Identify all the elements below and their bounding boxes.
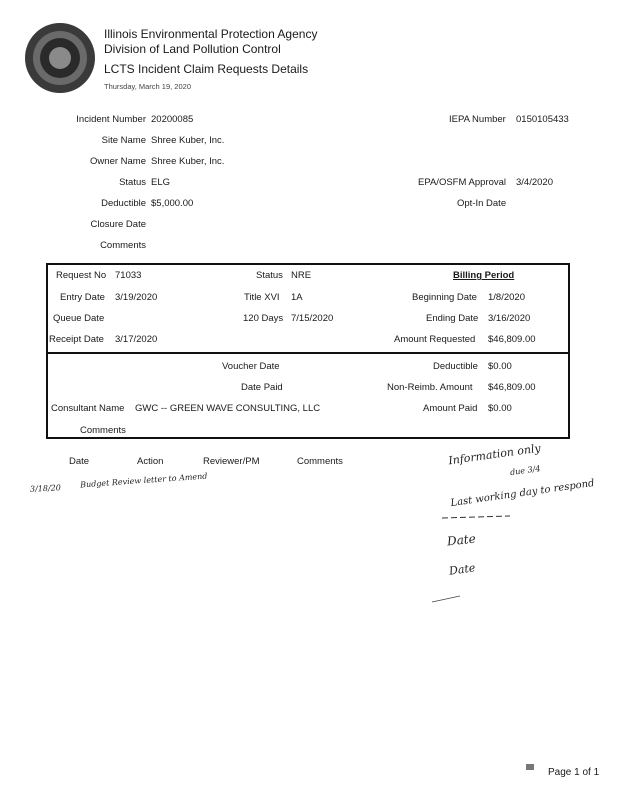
receipt-date-label: Receipt Date: [49, 334, 104, 345]
page-number: Page 1 of 1: [548, 767, 600, 778]
consultant-name: GWC -- GREEN WAVE CONSULTING, LLC: [135, 403, 321, 414]
non-reimb-label: Non-Reimb. Amount: [387, 382, 473, 393]
receipt-date: 3/17/2020: [115, 334, 158, 345]
approval-date: 3/4/2020: [516, 177, 553, 188]
voucher-deductible: $0.00: [488, 361, 512, 372]
division-name: Division of Land Pollution Control: [104, 42, 281, 56]
queue-date-label: Queue Date: [53, 313, 105, 324]
days-120-label: 120 Days: [243, 313, 284, 324]
handwritten-note-1: Information only: [447, 441, 542, 468]
amount-paid: $0.00: [488, 403, 512, 414]
request-no-label: Request No: [56, 270, 107, 281]
report-title: LCTS Incident Claim Requests Details: [104, 62, 309, 76]
site-name: Shree Kuber, Inc.: [151, 135, 225, 146]
handwritten-line: [440, 512, 520, 522]
handwritten-note-3: Last working day to respond: [449, 477, 596, 510]
voucher-date-label: Voucher Date: [222, 361, 280, 372]
ending-date: 3/16/2020: [488, 313, 531, 324]
column-date: Date: [69, 456, 90, 467]
handwritten-date: 3/18/20: [29, 483, 62, 494]
title-xvi-value: 1A: [291, 292, 303, 303]
billing-period-heading: Billing Period: [453, 270, 515, 281]
voucher-comments-label: Comments: [80, 425, 126, 436]
comments-label: Comments: [100, 240, 146, 251]
deductible-label: Deductible: [101, 198, 146, 209]
site-name-label: Site Name: [101, 135, 146, 146]
days-120-value: 7/15/2020: [291, 313, 334, 324]
closure-date-label: Closure Date: [90, 219, 146, 230]
column-comments: Comments: [297, 456, 343, 467]
request-status-label: Status: [256, 270, 283, 281]
request-status: NRE: [291, 270, 312, 281]
amount-requested: $46,809.00: [488, 334, 536, 345]
iepa-number-label: IEPA Number: [449, 114, 506, 125]
owner-name-label: Owner Name: [90, 156, 146, 167]
entry-date: 3/19/2020: [115, 292, 158, 303]
status-label: Status: [119, 177, 146, 188]
entry-date-label: Entry Date: [60, 292, 105, 303]
report-date: Thursday, March 19, 2020: [104, 82, 191, 91]
handwritten-note-4: Date: [446, 531, 477, 549]
amount-paid-label: Amount Paid: [423, 403, 478, 414]
owner-name: Shree Kuber, Inc.: [151, 156, 225, 167]
request-no: 71033: [115, 270, 142, 281]
iepa-number: 0150105433: [516, 114, 569, 125]
ending-date-label: Ending Date: [426, 313, 479, 324]
beginning-date: 1/8/2020: [488, 292, 525, 303]
title-xvi-label: Title XVI: [244, 292, 280, 303]
handwritten-stroke: [430, 592, 470, 606]
approval-label: EPA/OSFM Approval: [418, 177, 506, 188]
consultant-name-label: Consultant Name: [51, 403, 125, 414]
column-reviewer: Reviewer/PM: [203, 456, 260, 467]
state-seal-logo: [24, 22, 96, 94]
scan-mark: [526, 764, 534, 770]
deductible-value: $5,000.00: [151, 198, 194, 209]
incident-number-label: Incident Number: [76, 114, 146, 125]
column-action: Action: [137, 456, 164, 467]
non-reimb-amount: $46,809.00: [488, 382, 536, 393]
handwritten-action-note: Budget Review letter to Amend: [79, 471, 208, 490]
status-value: ELG: [151, 177, 171, 188]
date-paid-label: Date Paid: [241, 382, 283, 393]
agency-name: Illinois Environmental Protection Agency: [104, 27, 318, 41]
beginning-date-label: Beginning Date: [412, 292, 477, 303]
handwritten-note-5: Date: [448, 561, 477, 578]
incident-number: 20200085: [151, 114, 194, 125]
amount-requested-label: Amount Requested: [394, 334, 476, 345]
opt-in-label: Opt-In Date: [457, 198, 507, 209]
handwritten-note-2: due 3/4: [509, 463, 541, 478]
voucher-deductible-label: Deductible: [433, 361, 478, 372]
